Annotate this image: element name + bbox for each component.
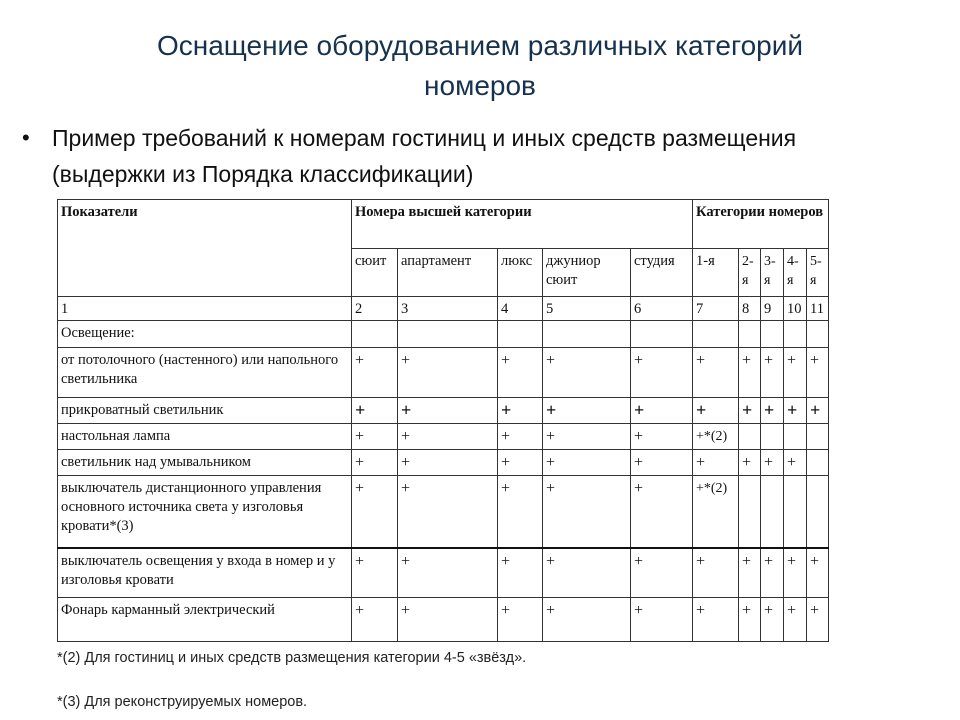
column-number: 7 (693, 297, 739, 321)
table-cell: + (543, 450, 631, 476)
table-row (58, 424, 829, 450)
header-row (58, 200, 829, 249)
column-number: 6 (631, 297, 693, 321)
column-number: 10 (784, 297, 807, 321)
table-cell: + (498, 348, 543, 398)
subheader-cat-2: 2-я (739, 249, 761, 297)
table-cell: + (398, 476, 498, 548)
header-categories: Категории номеров (693, 200, 829, 249)
table-cell: + (807, 598, 829, 642)
table-cell: + (352, 598, 398, 642)
table-cell (761, 424, 784, 450)
table-cell: + (498, 548, 543, 598)
title-line-1: Оснащение оборудованием различных категорий (156, 30, 804, 61)
table-cell (807, 450, 829, 476)
footnote-2: *(2) Для гостиниц и иных средств размещения категории 4-5 «звёзд». (57, 650, 527, 666)
table-cell: + (498, 424, 543, 450)
requirements-table (57, 199, 829, 642)
table-cell: + (784, 598, 807, 642)
column-number-row (58, 297, 829, 321)
table-row (58, 450, 829, 476)
table-cell: + (352, 348, 398, 398)
row-label: прикроватный светильник (58, 398, 352, 424)
table-cell (739, 424, 761, 450)
table-cell: + (693, 450, 739, 476)
table-cell: + (352, 398, 398, 424)
table-cell: + (631, 348, 693, 398)
table-cell (784, 476, 807, 548)
title-line-2: номеров (424, 70, 536, 101)
table-cell: + (398, 450, 498, 476)
footnote-3: *(3) Для реконструируемых номеров. (57, 694, 308, 710)
table-cell: + (543, 598, 631, 642)
column-number: 11 (807, 297, 829, 321)
table-cell: + (693, 598, 739, 642)
table-cell: + (352, 548, 398, 598)
subheader-apartment: апартамент (398, 249, 498, 297)
table-cell: + (543, 476, 631, 548)
lighting-label: Освещение: (58, 321, 352, 348)
table-cell (807, 424, 829, 450)
table-cell: + (631, 424, 693, 450)
table-cell: +*(2) (693, 424, 739, 450)
subheader-junior-suite: джуниор сюит (543, 249, 631, 297)
subheader-suite: сюит (352, 249, 398, 297)
table-cell: + (761, 450, 784, 476)
table-cell: + (498, 476, 543, 548)
bullet-icon: • (22, 125, 30, 150)
column-number: 2 (352, 297, 398, 321)
subheader-cat-1: 1-я (693, 249, 739, 297)
table-row (58, 476, 829, 548)
table-cell: + (398, 598, 498, 642)
table-cell: + (543, 548, 631, 598)
table-cell: +*(2) (693, 476, 739, 548)
subheader-cat-4: 4-я (784, 249, 807, 297)
table-cell: + (739, 450, 761, 476)
table-cell: + (498, 450, 543, 476)
table-cell: + (739, 548, 761, 598)
table-cell: + (761, 348, 784, 398)
row-label: выключатель дистанционного управления основного источника света у изголовья кровати*(3) (58, 476, 352, 548)
table-cell: + (784, 348, 807, 398)
table-cell (739, 476, 761, 548)
table-cell: + (398, 348, 498, 398)
table-cell: + (543, 424, 631, 450)
table-cell: + (398, 424, 498, 450)
table-cell: + (631, 548, 693, 598)
subheader-studio: студия (631, 249, 693, 297)
table-cell: + (352, 424, 398, 450)
header-high-category: Номера высшей категории (352, 200, 693, 249)
table-cell: + (807, 548, 829, 598)
header-indicators: Показатели (58, 200, 352, 297)
table-cell: + (693, 548, 739, 598)
subheader-cat-3: 3-я (761, 249, 784, 297)
table-cell (807, 476, 829, 548)
table-row (58, 398, 829, 424)
column-number: 3 (398, 297, 498, 321)
row-label: светильник над умывальником (58, 450, 352, 476)
table-cell: + (543, 398, 631, 424)
table-cell: + (693, 398, 739, 424)
lighting-row (58, 321, 829, 348)
table-cell: + (784, 548, 807, 598)
table-cell: + (543, 348, 631, 398)
table-cell: + (739, 398, 761, 424)
table-cell (784, 424, 807, 450)
row-label: настольная лампа (58, 424, 352, 450)
table-cell: + (761, 398, 784, 424)
table-cell: + (631, 398, 693, 424)
table-row (58, 598, 829, 642)
table-cell: + (631, 598, 693, 642)
row-label: выключатель освещения у входа в номер и у изголовья кровати (58, 548, 352, 598)
subheader-lux: люкс (498, 249, 543, 297)
table-cell: + (761, 548, 784, 598)
table-row (58, 348, 829, 398)
table-cell: + (784, 450, 807, 476)
table-cell: + (398, 398, 498, 424)
slide-title (0, 26, 960, 106)
table-cell: + (498, 598, 543, 642)
column-number: 8 (739, 297, 761, 321)
column-number: 1 (58, 297, 352, 321)
column-number: 9 (761, 297, 784, 321)
row-label: Фонарь карманный электрический (58, 598, 352, 642)
table-row (58, 548, 829, 598)
table-cell: + (807, 348, 829, 398)
table-cell: + (352, 450, 398, 476)
table-cell: + (693, 348, 739, 398)
column-number: 5 (543, 297, 631, 321)
subheader-cat-5: 5-я (807, 249, 829, 297)
row-label: от потолочного (настенного) или напольного светильника (58, 348, 352, 398)
table-cell: + (498, 398, 543, 424)
table-cell: + (631, 476, 693, 548)
column-number: 4 (498, 297, 543, 321)
table-cell: + (631, 450, 693, 476)
table-cell: + (784, 398, 807, 424)
table-cell: + (761, 598, 784, 642)
table-cell: + (352, 476, 398, 548)
table-cell: + (398, 548, 498, 598)
table-cell: + (739, 598, 761, 642)
table-cell: + (807, 398, 829, 424)
table-cell: + (739, 348, 761, 398)
table-cell (761, 476, 784, 548)
bullet-text: Пример требований к номерам гостиниц и иных средств размещения (выдержки из Порядка классификации) (52, 125, 797, 187)
